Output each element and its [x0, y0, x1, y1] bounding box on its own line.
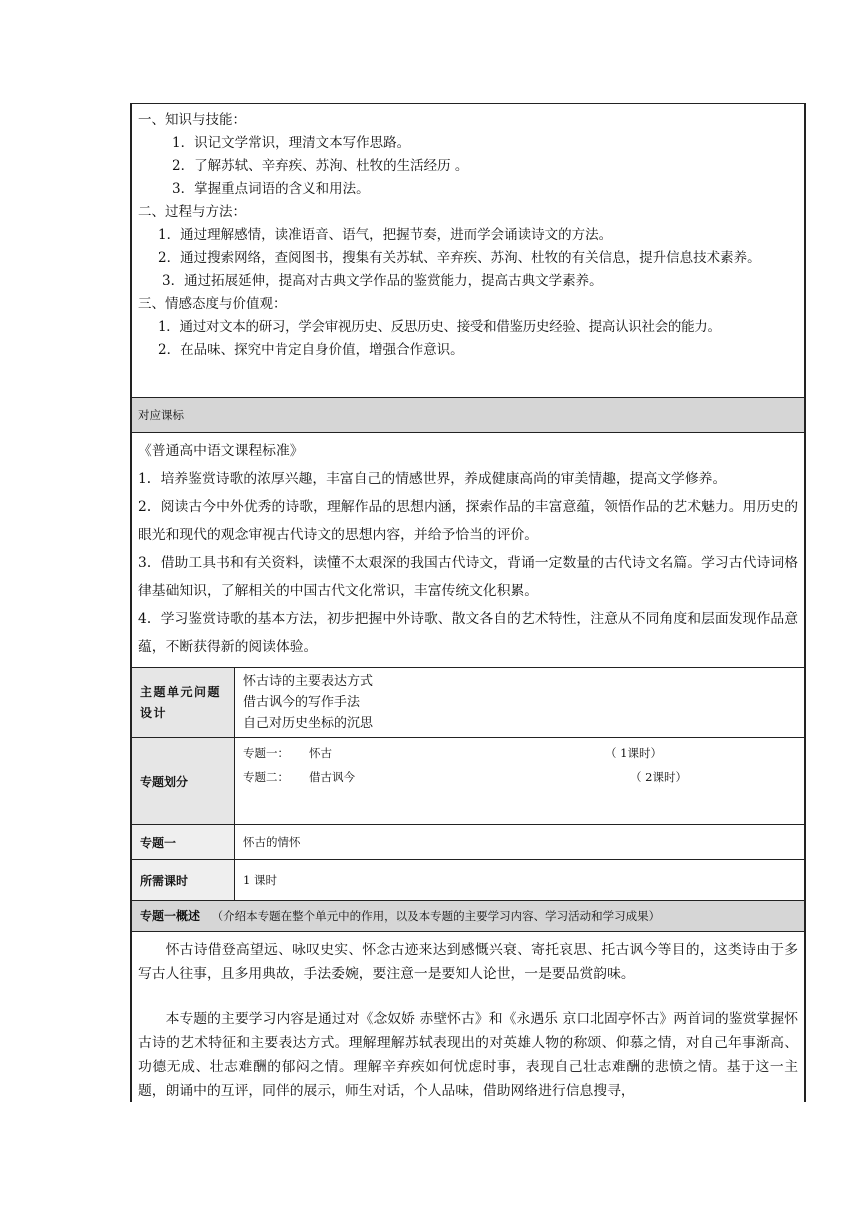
standards-title: 《普通高中语文课程标准》 [138, 443, 304, 459]
topic-one-row [132, 825, 804, 860]
topic-division-row [132, 738, 804, 825]
objective-item: 2．了解苏轼、辛弃疾、苏洵、杜牧的生活经历 。 [172, 158, 469, 174]
standards-header: 对应课标 [132, 398, 804, 433]
unit-question-label: 主题单元问题设计 [132, 668, 235, 737]
topic-division-label: 专题划分 [132, 738, 235, 824]
overview-cell [132, 932, 804, 1102]
topic-name: 专题一： [243, 746, 289, 760]
objectives-cell [132, 104, 804, 398]
lesson-plan-table [130, 103, 806, 1102]
overview-paragraph: 本专题的主要学习内容是通过对《念奴娇 赤壁怀古》和《永遇乐 京口北固亭怀古》两首词的鉴赏掌握怀古诗的艺术特征和主要表达方式。理解理解苏轼表现出的对英雄人物的称颂、仰慕之情，对自己年事渐高、功德无成、壮志难酬的郁闷之情。理解辛弃疾如何忧虑时事，表现自己壮志难酬的悲愤之情。基于这一主题，朗诵中的互评，同伴的展示，师生对话，个人品味，借助网络进行信息搜寻， [138, 1011, 798, 1099]
objective-item: 1．识记文学常识，理清文本写作思路。 [172, 135, 411, 151]
topic-one-value: 怀古的情怀 [243, 835, 301, 849]
standards-cell [132, 433, 804, 668]
overview-paragraph: 怀古诗借登高望远、咏叹史实、怀念古迹来达到感慨兴衰、寄托哀思、托古讽今等目的，这类诗由于多写古人往事，且多用典故，手法委婉，要注意一是要知人论世，一是要品赏韵味。 [138, 942, 798, 982]
topic-hours: （ 2课时） [630, 770, 687, 784]
topic-title: 借古讽今 [309, 770, 355, 784]
objective-item: 2．在品味、探究中肯定自身价值，增强合作意识。 [158, 342, 464, 358]
required-hours-label: 所需课时 [132, 860, 235, 900]
required-hours-row [132, 860, 804, 901]
unit-question-line: 借古讽今的写作手法 [243, 695, 361, 710]
overview-note: （介绍本专题在整个单元中的作用，以及本专题的主要学习内容、学习活动和学习成果） [211, 909, 661, 923]
objectives-heading-knowledge: 一、知识与技能： [138, 112, 246, 128]
topic-title: 怀古 [309, 746, 332, 760]
topic-row [243, 770, 804, 798]
unit-question-value [235, 668, 804, 737]
objective-item: 1．通过理解感情，读准语音、语气，把握节奏，进而学会诵读诗文的方法。 [158, 227, 613, 243]
objective-item: 1．通过对文本的研习，学会审视历史、反思历史、接受和借鉴历史经验、提高认识社会的能力。 [158, 319, 721, 335]
unit-question-row [132, 668, 804, 738]
topic-hours: （ 1课时） [605, 746, 662, 760]
overview-header [132, 901, 804, 932]
standard-item: 4．学习鉴赏诗歌的基本方法，初步把握中外诗歌、散文各自的艺术特性，注意从不同角度和层面发现作品意蕴，不断获得新的阅读体验。 [138, 611, 798, 655]
standard-item: 1．培养鉴赏诗歌的浓厚兴趣，丰富自己的情感世界，养成健康高尚的审美情趣，提高文学修养。 [138, 471, 727, 487]
required-hours-value: 1 课时 [243, 873, 277, 887]
topic-division-value [235, 738, 804, 824]
objectives-heading-attitude: 三、情感态度与价值观： [138, 296, 287, 312]
topic-one-label: 专题一 [132, 825, 235, 859]
unit-question-line: 自己对历史坐标的沉思 [243, 716, 374, 731]
overview-label: 专题一概述 [140, 909, 201, 923]
objectives-heading-process: 二、过程与方法： [138, 204, 246, 220]
topic-name: 专题二： [243, 770, 289, 784]
objective-item: 2．通过搜索网络，查阅图书，搜集有关苏轼、辛弃疾、苏洵、杜牧的有关信息，提升信息技术素养。 [158, 250, 761, 266]
objective-item: 3．通过拓展延伸，提高对古典文学作品的鉴赏能力，提高古典文学素养。 [162, 273, 603, 289]
unit-question-line: 怀古诗的主要表达方式 [243, 674, 374, 689]
standard-item: 3．借助工具书和有关资料，读懂不太艰深的我国古代诗文，背诵一定数量的古代诗文名篇。学习古代诗词格律基础知识，了解相关的中国古代文化常识，丰富传统文化积累。 [138, 555, 798, 599]
standard-item: 2．阅读古今中外优秀的诗歌，理解作品的思想内涵，探索作品的丰富意蕴，领悟作品的艺术魅力。用历史的眼光和现代的观念审视古代诗文的思想内容，并给予恰当的评价。 [138, 499, 798, 543]
objective-item: 3．掌握重点词语的含义和用法。 [172, 181, 370, 197]
